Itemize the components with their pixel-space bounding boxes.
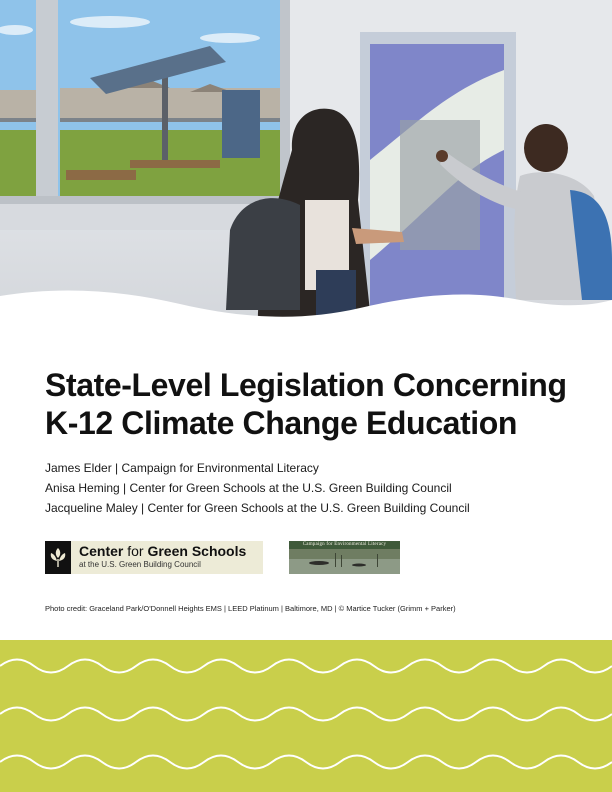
author-list <box>45 458 585 518</box>
logo-banner-text: Campaign for Environmental Literacy <box>289 541 400 549</box>
logo-name: Center for Green Schools <box>79 543 247 559</box>
author-line: Anisa Heming | Center for Green Schools at the U.S. Green Building Council <box>45 481 452 495</box>
leaf-mark-icon <box>45 541 71 574</box>
title-line-1: State-Level Legislation Concerning <box>45 367 567 403</box>
campaign-environmental-literacy-logo <box>289 541 400 574</box>
logo-subtitle: at the U.S. Green Building Council <box>79 560 201 569</box>
decorative-footer-band <box>0 640 612 792</box>
title-line-2: K-12 Climate Change Education <box>45 405 518 441</box>
document-title <box>45 366 585 442</box>
author-line: James Elder | Campaign for Environmental Literacy <box>45 461 319 475</box>
center-for-green-schools-logo <box>45 541 263 574</box>
photo-credit: Photo credit: Graceland Park/O'Donnell Heights EMS | LEED Platinum | Baltimore, MD | © Martice Tucker (Grimm + Parker) <box>45 604 456 613</box>
author-line: Jacqueline Maley | Center for Green Schools at the U.S. Green Building Council <box>45 501 470 515</box>
wetland-scene-icon <box>289 549 400 574</box>
wave-pattern <box>0 640 612 792</box>
hero-wave-edge <box>0 0 612 340</box>
hero-photo <box>0 0 612 340</box>
